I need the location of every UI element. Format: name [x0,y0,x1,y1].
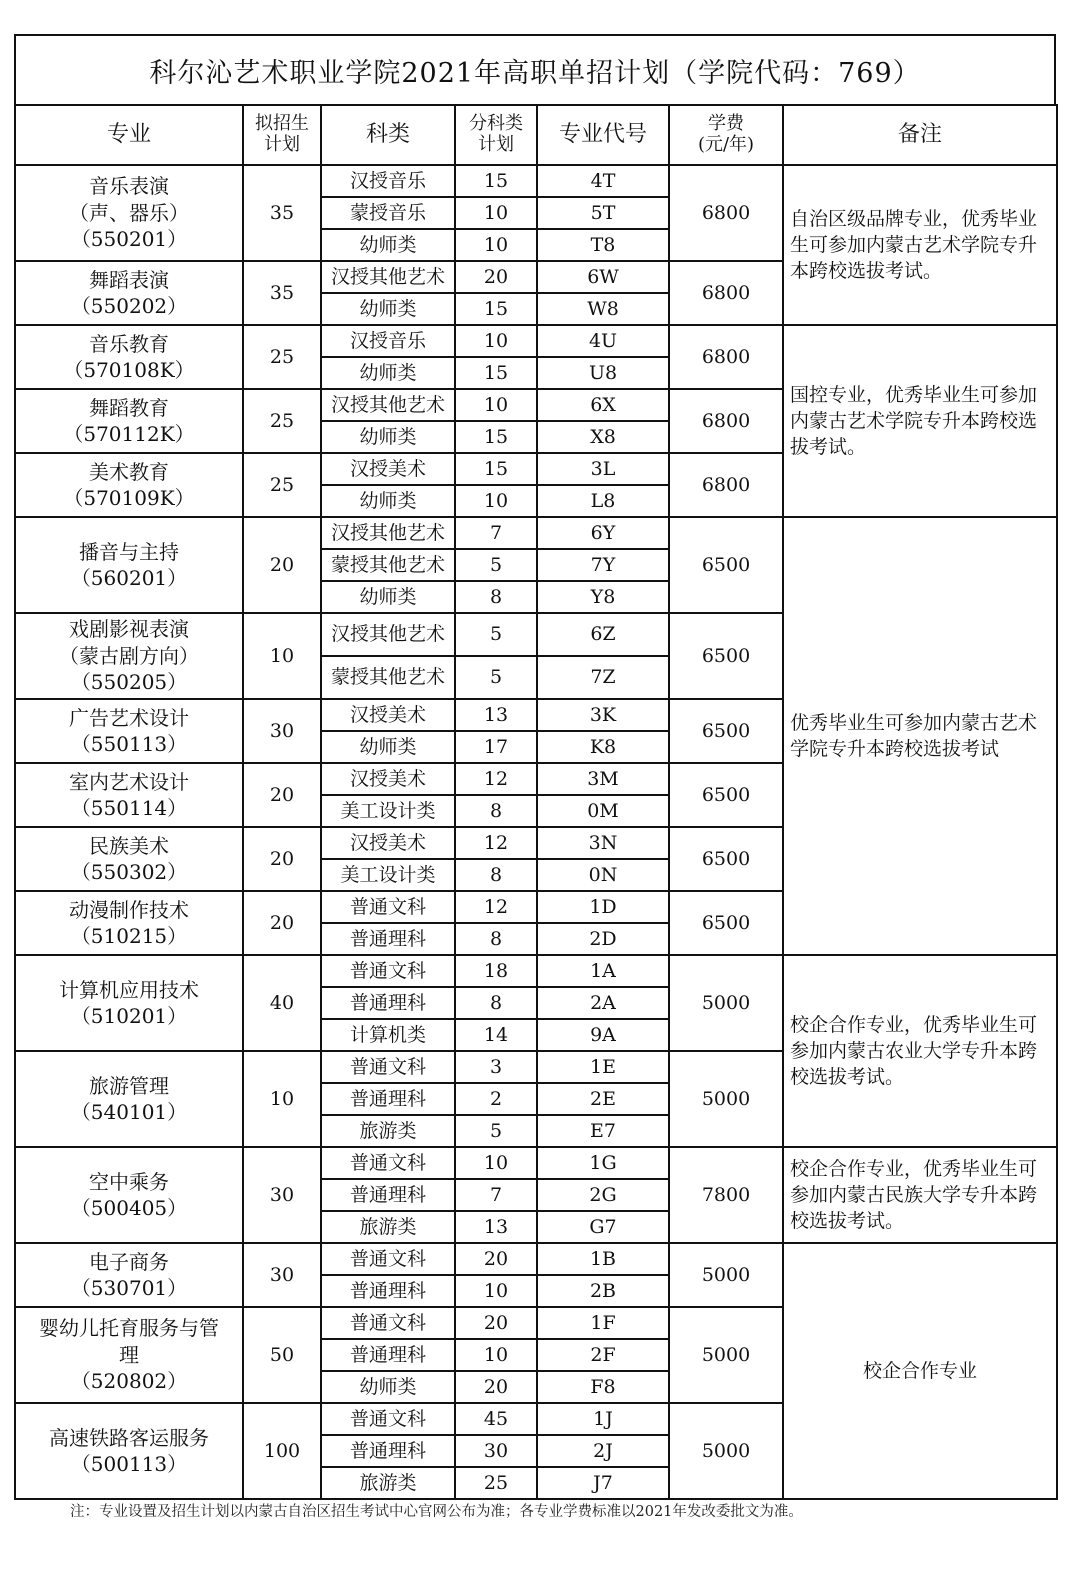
category-cell: 汉授美术 [321,763,455,795]
category-cell: 普通理科 [321,1339,455,1371]
category-cell: 汉授美术 [321,453,455,485]
sub-plan-cell: 10 [455,1339,537,1371]
planned-enrollment-cell: 10 [243,1051,321,1147]
category-cell: 计算机类 [321,1019,455,1051]
header-plan [243,105,321,165]
sub-plan-cell: 10 [455,325,537,357]
sub-plan-cell: 14 [455,1019,537,1051]
major-code-cell: 7Z [537,656,669,699]
major-name-cell [15,1243,243,1307]
sub-plan-cell: 15 [455,357,537,389]
major-name-cell [15,1051,243,1147]
major-code-cell: 4T [537,165,669,197]
sub-plan-cell: 15 [455,165,537,197]
major-code-cell: 2A [537,987,669,1019]
category-cell: 普通理科 [321,1083,455,1115]
major-name-cell [15,325,243,389]
category-cell: 旅游类 [321,1115,455,1147]
planned-enrollment-cell: 20 [243,763,321,827]
header-sub-plan-line: 计划 [478,134,514,155]
planned-enrollment-cell: 40 [243,955,321,1051]
major-code-cell: 3M [537,763,669,795]
sub-plan-cell: 20 [455,261,537,293]
planned-enrollment-cell: 30 [243,1147,321,1243]
category-cell: 幼师类 [321,581,455,613]
major-code-cell: F8 [537,1371,669,1403]
major-name-line: （550205） [70,670,188,695]
tuition-fee-cell: 6500 [669,891,783,955]
sub-plan-cell: 10 [455,485,537,517]
major-name-line: 播音与主持 [79,539,179,564]
sub-plan-cell: 13 [455,699,537,731]
major-code-cell: W8 [537,293,669,325]
major-code-cell: 2G [537,1179,669,1211]
major-name-line: （550114） [70,796,188,820]
header-major: 专业 [15,105,243,165]
sub-plan-cell: 3 [455,1051,537,1083]
major-name-line: （520802） [70,1369,188,1394]
table-row [15,325,1057,357]
sub-plan-cell: 20 [455,1307,537,1339]
major-code-cell: 1J [537,1403,669,1435]
tuition-fee-cell: 6500 [669,827,783,891]
major-code-cell: L8 [537,485,669,517]
category-cell: 美工设计类 [321,795,455,827]
remark-cell: 校企合作专业，优秀毕业生可参加内蒙古农业大学专升本跨校选拔考试。 [783,955,1057,1147]
major-name-line: （530701） [70,1276,188,1300]
major-code-cell: E7 [537,1115,669,1147]
planned-enrollment-cell: 25 [243,453,321,517]
major-code-cell: 2D [537,923,669,955]
major-name-line: （560201） [70,566,188,590]
category-cell: 汉授音乐 [321,165,455,197]
major-name-cell [15,453,243,517]
sub-plan-cell: 7 [455,1179,537,1211]
header-plan-line: 拟招生 [255,113,309,135]
table-header-row [15,105,1057,165]
major-name-line: （540101） [70,1100,188,1124]
table-row [15,955,1057,987]
category-cell: 普通文科 [321,1403,455,1435]
category-cell: 汉授音乐 [321,325,455,357]
planned-enrollment-cell: 30 [243,1243,321,1307]
major-name-line: 戏剧影视表演 [69,617,189,642]
category-cell: 幼师类 [321,421,455,453]
major-name-line: （570109K） [63,486,195,510]
enrollment-plan-table [14,104,1058,1500]
major-name-cell [15,891,243,955]
major-name-line: （蒙古剧方向） [59,643,199,668]
sub-plan-cell: 8 [455,987,537,1019]
major-name-cell [15,1403,243,1499]
tuition-fee-cell: 6800 [669,453,783,517]
major-name-line: 动漫制作技术 [69,897,189,922]
major-code-cell: G7 [537,1211,669,1243]
major-code-cell: 1B [537,1243,669,1275]
tuition-fee-cell: 6800 [669,325,783,389]
sub-plan-cell: 10 [455,1147,537,1179]
category-cell: 普通文科 [321,1147,455,1179]
major-code-cell: 1A [537,955,669,987]
sub-plan-cell: 5 [455,1115,537,1147]
major-name-line: 高速铁路客运服务 [49,1425,209,1450]
category-cell: 汉授美术 [321,827,455,859]
category-cell: 蒙授其他艺术 [321,656,455,699]
major-name-line: 民族美术 [89,833,169,858]
category-cell: 普通文科 [321,1051,455,1083]
major-name-line: （570112K） [63,422,195,446]
major-name-line: （500113） [70,1452,188,1476]
planned-enrollment-cell: 30 [243,699,321,763]
planned-enrollment-cell: 20 [243,891,321,955]
category-cell: 幼师类 [321,357,455,389]
planned-enrollment-cell: 35 [243,165,321,261]
sub-plan-cell: 20 [455,1243,537,1275]
major-code-cell: J7 [537,1467,669,1499]
major-name-cell [15,955,243,1051]
planned-enrollment-cell: 35 [243,261,321,325]
category-cell: 汉授其他艺术 [321,389,455,421]
major-name-line: 音乐教育 [89,331,169,356]
sub-plan-cell: 8 [455,923,537,955]
sub-plan-cell: 10 [455,1275,537,1307]
category-cell: 普通理科 [321,923,455,955]
major-name-line: 旅游管理 [89,1073,169,1098]
major-code-cell: 6X [537,389,669,421]
sub-plan-cell: 2 [455,1083,537,1115]
category-cell: 幼师类 [321,229,455,261]
major-code-cell: 2B [537,1275,669,1307]
sub-plan-cell: 13 [455,1211,537,1243]
table-row [15,1243,1057,1275]
sub-plan-cell: 12 [455,891,537,923]
category-cell: 汉授其他艺术 [321,517,455,549]
sub-plan-cell: 8 [455,859,537,891]
sub-plan-cell: 10 [455,197,537,229]
major-name-cell [15,763,243,827]
sub-plan-cell: 20 [455,1371,537,1403]
category-cell: 普通理科 [321,1275,455,1307]
category-cell: 幼师类 [321,1371,455,1403]
category-cell: 幼师类 [321,293,455,325]
sub-plan-cell: 12 [455,763,537,795]
major-code-cell: 3K [537,699,669,731]
major-name-line: 舞蹈表演 [89,267,169,292]
sub-plan-cell: 25 [455,1467,537,1499]
major-name-cell [15,165,243,261]
major-name-line: （510215） [70,924,188,948]
planned-enrollment-cell: 25 [243,325,321,389]
header-code: 专业代号 [537,105,669,165]
tuition-fee-cell: 5000 [669,1243,783,1307]
tuition-fee-cell: 5000 [669,955,783,1051]
remark-cell: 国控专业，优秀毕业生可参加内蒙古艺术学院专升本跨校选拔考试。 [783,325,1057,517]
category-cell: 汉授其他艺术 [321,261,455,293]
major-name-line: （550113） [70,732,188,756]
major-code-cell: 6W [537,261,669,293]
sub-plan-cell: 10 [455,389,537,421]
category-cell: 蒙授其他艺术 [321,549,455,581]
sub-plan-cell: 8 [455,581,537,613]
major-name-line: 婴幼儿托育服务与管 [39,1316,219,1341]
header-fee-line: (元/年) [697,134,755,155]
remark-cell: 校企合作专业，优秀毕业生可参加内蒙古民族大学专升本跨校选拔考试。 [783,1147,1057,1243]
tuition-fee-cell: 6800 [669,261,783,325]
tuition-fee-cell: 5000 [669,1403,783,1499]
major-name-cell [15,613,243,699]
planned-enrollment-cell: 20 [243,517,321,613]
major-name-line: （550202） [70,294,188,318]
category-cell: 汉授其他艺术 [321,613,455,656]
header-fee-line: 学费 [708,113,744,135]
tuition-fee-cell: 6500 [669,613,783,699]
major-code-cell: 3N [537,827,669,859]
header-sub-plan-line: 分科类 [469,113,523,135]
sub-plan-cell: 17 [455,731,537,763]
major-code-cell: K8 [537,731,669,763]
major-code-cell: 7Y [537,549,669,581]
major-name-line: 计算机应用技术 [59,977,199,1002]
page-title: 科尔沁艺术职业学院2021年高职单招计划（学院代码：769） [14,34,1056,104]
tuition-fee-cell: 5000 [669,1051,783,1147]
category-cell: 幼师类 [321,731,455,763]
category-cell: 汉授美术 [321,699,455,731]
enrollment-plan-document [14,34,1056,1500]
remark-cell: 自治区级品牌专业，优秀毕业生可参加内蒙古艺术学院专升本跨校选拔考试。 [783,165,1057,325]
major-name-cell [15,827,243,891]
major-name-line: （500405） [70,1196,188,1220]
major-code-cell: 0N [537,859,669,891]
sub-plan-cell: 5 [455,549,537,581]
major-code-cell: U8 [537,357,669,389]
major-code-cell: 5T [537,197,669,229]
tuition-fee-cell: 6500 [669,517,783,613]
category-cell: 普通文科 [321,955,455,987]
major-name-cell [15,1307,243,1403]
category-cell: 普通理科 [321,987,455,1019]
major-code-cell: 6Z [537,613,669,656]
planned-enrollment-cell: 10 [243,613,321,699]
major-name-line: （550302） [70,860,188,884]
remark-cell: 优秀毕业生可参加内蒙古艺术学院专升本跨校选拔考试 [783,517,1057,955]
major-code-cell: 9A [537,1019,669,1051]
major-name-line: （声、器乐） [69,200,189,225]
category-cell: 普通文科 [321,891,455,923]
planned-enrollment-cell: 25 [243,389,321,453]
major-name-line: 美术教育 [89,459,169,484]
planned-enrollment-cell: 100 [243,1403,321,1499]
tuition-fee-cell: 6800 [669,165,783,261]
tuition-fee-cell: 6500 [669,763,783,827]
remark-cell: 校企合作专业 [783,1243,1057,1499]
major-code-cell: Y8 [537,581,669,613]
major-code-cell: 1G [537,1147,669,1179]
table-row [15,165,1057,197]
sub-plan-cell: 15 [455,293,537,325]
tuition-fee-cell: 6800 [669,389,783,453]
major-name-line: 电子商务 [89,1249,169,1274]
major-code-cell: 1E [537,1051,669,1083]
category-cell: 旅游类 [321,1211,455,1243]
sub-plan-cell: 7 [455,517,537,549]
major-name-cell [15,389,243,453]
header-plan-line: 计划 [264,134,300,155]
major-name-line: 音乐表演 [89,174,169,199]
tuition-fee-cell: 6500 [669,699,783,763]
major-name-line: （570108K） [63,358,195,382]
header-note: 备注 [783,105,1057,165]
category-cell: 旅游类 [321,1467,455,1499]
major-code-cell: 6Y [537,517,669,549]
major-name-line: 广告艺术设计 [69,705,189,730]
planned-enrollment-cell: 20 [243,827,321,891]
major-name-line: （550201） [70,227,188,252]
major-name-cell [15,517,243,613]
major-code-cell: 2J [537,1435,669,1467]
table-body [15,165,1057,1499]
major-name-cell [15,1147,243,1243]
major-code-cell: 1F [537,1307,669,1339]
major-name-line: 舞蹈教育 [89,395,169,420]
sub-plan-cell: 5 [455,613,537,656]
category-cell: 蒙授音乐 [321,197,455,229]
major-name-line: 空中乘务 [89,1169,169,1194]
major-code-cell: 2F [537,1339,669,1371]
tuition-fee-cell: 5000 [669,1307,783,1403]
planned-enrollment-cell: 50 [243,1307,321,1403]
major-name-line: 理 [119,1342,139,1367]
major-name-cell [15,699,243,763]
major-name-cell [15,261,243,325]
sub-plan-cell: 30 [455,1435,537,1467]
major-code-cell: 1D [537,891,669,923]
header-fee [669,105,783,165]
category-cell: 幼师类 [321,485,455,517]
footnote: 注：专业设置及招生计划以内蒙古自治区招生考试中心官网公布为准；各专业学费标准以2021年发改委批文为准。 [70,1504,803,1520]
major-name-line: （510201） [70,1004,188,1028]
sub-plan-cell: 5 [455,656,537,699]
sub-plan-cell: 15 [455,421,537,453]
category-cell: 普通理科 [321,1435,455,1467]
major-code-cell: 0M [537,795,669,827]
category-cell: 美工设计类 [321,859,455,891]
major-code-cell: T8 [537,229,669,261]
sub-plan-cell: 12 [455,827,537,859]
major-code-cell: 3L [537,453,669,485]
major-code-cell: X8 [537,421,669,453]
header-category: 科类 [321,105,455,165]
major-code-cell: 2E [537,1083,669,1115]
major-name-line: 室内艺术设计 [69,769,189,794]
sub-plan-cell: 15 [455,453,537,485]
major-code-cell: 4U [537,325,669,357]
tuition-fee-cell: 7800 [669,1147,783,1243]
table-row [15,517,1057,549]
sub-plan-cell: 10 [455,229,537,261]
sub-plan-cell: 18 [455,955,537,987]
table-row [15,1147,1057,1179]
sub-plan-cell: 8 [455,795,537,827]
category-cell: 普通文科 [321,1307,455,1339]
category-cell: 普通文科 [321,1243,455,1275]
sub-plan-cell: 45 [455,1403,537,1435]
header-sub-plan [455,105,537,165]
category-cell: 普通理科 [321,1179,455,1211]
